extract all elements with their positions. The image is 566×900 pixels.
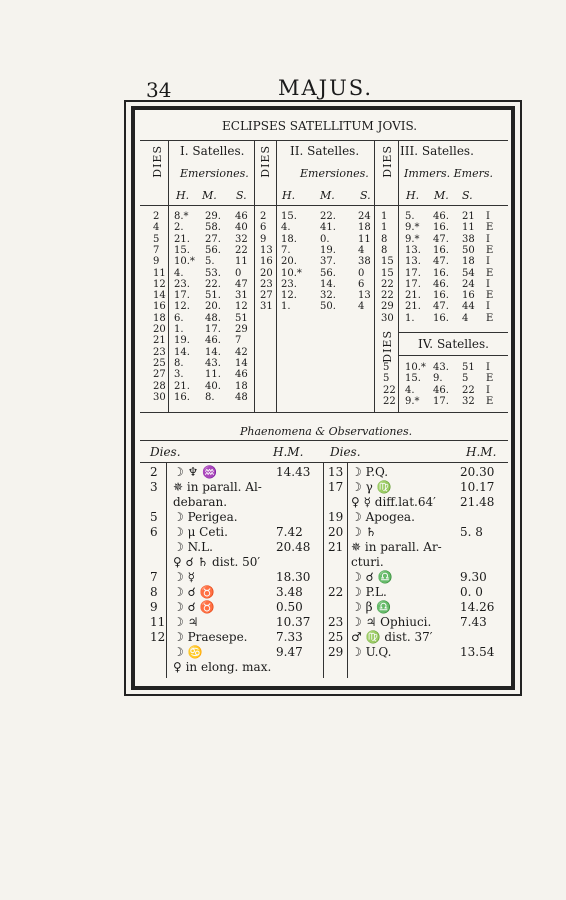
phaen-right-day: 13 bbox=[328, 465, 344, 479]
sat1-day: 18 bbox=[153, 312, 166, 324]
sat2-day: 9 bbox=[260, 233, 267, 245]
sat1-hour: 6. bbox=[174, 312, 184, 324]
sat3-event: E bbox=[486, 244, 494, 256]
sat2-day: 20 bbox=[260, 267, 273, 279]
sat1-min: 29. bbox=[205, 211, 221, 222]
page-title: MAJUS. bbox=[278, 76, 374, 100]
sat3-event: I bbox=[486, 211, 490, 222]
sat4-min: 9. bbox=[433, 373, 443, 385]
phaen-left-day: 12 bbox=[150, 630, 166, 644]
sat2-day: 16 bbox=[260, 256, 273, 268]
sat4-sec: 51 bbox=[462, 362, 475, 373]
sat2-min: 0. bbox=[320, 233, 330, 245]
sat1-min: 22. bbox=[205, 278, 221, 290]
sat1-day: 20 bbox=[153, 324, 166, 335]
sat3-min: 46. bbox=[433, 278, 449, 290]
sat1-min: 20. bbox=[205, 301, 221, 313]
sat1-day: 5 bbox=[153, 233, 160, 245]
sat1-sec: 12 bbox=[235, 301, 248, 313]
sat2-label: II. Satelles. bbox=[290, 144, 360, 158]
sat3-day: 29 bbox=[381, 301, 394, 313]
sat3-sec: 11 bbox=[462, 222, 475, 234]
sat1-min: 56. bbox=[205, 244, 221, 256]
sat2-sec: 11 bbox=[358, 233, 371, 245]
sat3-hour: 21. bbox=[405, 290, 421, 302]
dies-label-1: DIES bbox=[151, 145, 164, 178]
phaen-right-time: 13.54 bbox=[460, 645, 495, 659]
dies-label-3: DIES bbox=[381, 145, 394, 178]
sat2-m: M. bbox=[320, 189, 335, 202]
phaen-right-time: 10.17 bbox=[460, 480, 495, 494]
phaen-left-day: 2 bbox=[150, 465, 158, 479]
sat1-sec: 40 bbox=[235, 222, 248, 234]
sat1-sec: 48 bbox=[235, 391, 248, 403]
sat1-hour: 12. bbox=[174, 301, 190, 313]
sat2-min: 41. bbox=[320, 222, 336, 234]
sat1-day: 11 bbox=[153, 267, 166, 279]
phaen-right-day: 17 bbox=[328, 480, 344, 494]
sat3-event: E bbox=[486, 267, 494, 279]
sat3-day: 22 bbox=[381, 290, 394, 302]
sat3-hour: 17. bbox=[405, 267, 421, 279]
dies-label-2: DIES bbox=[259, 145, 272, 178]
sat4-hour: 4. bbox=[405, 384, 415, 396]
sat3-event: I bbox=[486, 278, 490, 290]
sat1-s: S. bbox=[236, 189, 247, 202]
sat3-min: 16. bbox=[433, 222, 449, 234]
sat1-hour: 10.* bbox=[174, 256, 195, 268]
phaen-right-text: ☽ ♃ Ophiuci. bbox=[351, 615, 432, 629]
phaenomena-hm-left: H.M. bbox=[273, 445, 304, 459]
sat1-hour: 8. bbox=[174, 357, 184, 369]
phaen-right-time: 0. 0 bbox=[460, 585, 483, 599]
phaen-left-text: ✵ in parall. Al- bbox=[173, 480, 262, 494]
sat2-hour: 7. bbox=[281, 244, 291, 256]
sat3-min: 16. bbox=[433, 312, 449, 324]
sat2-day: 6 bbox=[260, 222, 267, 234]
sat2-day: 2 bbox=[260, 211, 267, 222]
sat3-hour: 13. bbox=[405, 244, 421, 256]
sat4-hour: 9.* bbox=[405, 395, 420, 407]
sat1-min: 40. bbox=[205, 380, 221, 392]
sat4-event: E bbox=[486, 373, 494, 385]
sat1-sec: 51 bbox=[235, 312, 248, 324]
sat1-label: I. Satelles. bbox=[180, 144, 245, 158]
sat1-sec: 11 bbox=[235, 256, 248, 268]
sat1-hour: 17. bbox=[174, 290, 190, 302]
phaen-left-text: ☽ ☿ bbox=[173, 570, 195, 584]
sat1-day: 14 bbox=[153, 290, 166, 302]
sat2-hour: 10.* bbox=[281, 267, 302, 279]
sat2-min: 22. bbox=[320, 211, 336, 222]
sat3-hour: 9.* bbox=[405, 222, 420, 234]
sat1-min: 8. bbox=[205, 391, 215, 403]
phaen-left-text: ☽ Perigea. bbox=[173, 510, 238, 524]
phaen-right-day: 29 bbox=[328, 645, 344, 659]
phaen-right-text: ♂ ♍ dist. 37′ bbox=[351, 630, 433, 644]
sat3-hour: 21. bbox=[405, 301, 421, 313]
sat4-label: IV. Satelles. bbox=[418, 337, 489, 351]
sat3-hour: 9.* bbox=[405, 233, 420, 245]
sat1-sec: 47 bbox=[235, 278, 248, 290]
phaen-right-time: 21.48 bbox=[460, 495, 495, 509]
sat4-day: 22 bbox=[383, 395, 396, 407]
sat1-h: H. bbox=[176, 189, 190, 202]
sat1-sec: 46 bbox=[235, 369, 248, 381]
sat1-day: 25 bbox=[153, 357, 166, 369]
phaenomena-hm-right: H.M. bbox=[466, 445, 497, 459]
sat3-sec: 44 bbox=[462, 301, 475, 313]
sat1-sec: 29 bbox=[235, 324, 248, 335]
phaen-right-time: 7.43 bbox=[460, 615, 487, 629]
sat1-day: 2 bbox=[153, 211, 160, 222]
sat1-hour: 1. bbox=[174, 324, 184, 335]
phaen-left-day: 11 bbox=[150, 615, 166, 629]
sat2-sec: 13 bbox=[358, 290, 371, 302]
sat2-min: 32. bbox=[320, 290, 336, 302]
sat2-min: 19. bbox=[320, 244, 336, 256]
sat1-sec: 18 bbox=[235, 380, 248, 392]
sat1-sec: 46 bbox=[235, 211, 248, 222]
sat3-day: 8 bbox=[381, 244, 388, 256]
sat3-min: 16. bbox=[433, 244, 449, 256]
sat4-hour: 10.* bbox=[405, 362, 426, 373]
sat3-hour: 5. bbox=[405, 211, 415, 222]
sat3-day: 1 bbox=[381, 222, 388, 234]
sat3-sec: 18 bbox=[462, 256, 475, 268]
sat3-day: 1 bbox=[381, 211, 388, 222]
sat1-min: 53. bbox=[205, 267, 221, 279]
sat1-sec: 31 bbox=[235, 290, 248, 302]
sat2-min: 14. bbox=[320, 278, 336, 290]
sat3-sec: 21 bbox=[462, 211, 475, 222]
sat1-min: 48. bbox=[205, 312, 221, 324]
sat3-sec: 50 bbox=[462, 244, 475, 256]
phaen-left-text: ☽ ☌ ♉ bbox=[173, 600, 215, 614]
sat3-min: 47. bbox=[433, 301, 449, 313]
sat3-day: 15 bbox=[381, 267, 394, 279]
sat2-sec: 4 bbox=[358, 301, 365, 313]
sat4-sec: 22 bbox=[462, 384, 475, 396]
sat2-day: 27 bbox=[260, 290, 273, 302]
sat1-sec: 42 bbox=[235, 346, 248, 358]
sat1-hour: 2. bbox=[174, 222, 184, 234]
sat2-sec: 6 bbox=[358, 278, 365, 290]
dies-label-4: DIES bbox=[381, 330, 394, 363]
phaen-left-text: ☽ ♃ bbox=[173, 615, 199, 629]
sat2-day: 13 bbox=[260, 244, 273, 256]
sat2-sec: 18 bbox=[358, 222, 371, 234]
phaen-left-text: ☽ μ Ceti. bbox=[173, 525, 228, 539]
phaen-right-time: 5. 8 bbox=[460, 525, 483, 539]
sat1-day: 30 bbox=[153, 391, 166, 403]
sat3-hour: 17. bbox=[405, 278, 421, 290]
phaen-left-text: ♀ in elong. max. bbox=[173, 660, 272, 674]
sat4-sec: 5 bbox=[462, 373, 469, 385]
phaen-left-text: ☽ Praesepe. bbox=[173, 630, 248, 644]
sat3-day: 30 bbox=[381, 312, 394, 324]
sat2-min: 50. bbox=[320, 301, 336, 313]
phaen-left-day: 8 bbox=[150, 585, 158, 599]
sat3-event: E bbox=[486, 312, 494, 324]
sat2-hour: 18. bbox=[281, 233, 297, 245]
phaen-left-day: 3 bbox=[150, 480, 158, 494]
phaen-left-time: 3.48 bbox=[276, 585, 303, 599]
sat1-min: 14. bbox=[205, 346, 221, 358]
phaen-right-day: 22 bbox=[328, 585, 344, 599]
sat3-event: I bbox=[486, 256, 490, 268]
sat1-sec: 7 bbox=[235, 335, 242, 347]
phaen-right-day: 23 bbox=[328, 615, 344, 629]
sat1-sec: 32 bbox=[235, 233, 248, 245]
sat2-sec: 4 bbox=[358, 244, 365, 256]
sat3-sec: 24 bbox=[462, 278, 475, 290]
sat2-sec: 24 bbox=[358, 211, 371, 222]
sat4-event: I bbox=[486, 362, 490, 373]
sat1-day: 7 bbox=[153, 244, 160, 256]
sat3-h: H. bbox=[406, 189, 420, 202]
sat1-day: 16 bbox=[153, 301, 166, 313]
sat1-day: 4 bbox=[153, 222, 160, 234]
phaen-left-time: 18.30 bbox=[276, 570, 311, 584]
sat4-min: 17. bbox=[433, 395, 449, 407]
sat2-hour: 15. bbox=[281, 211, 297, 222]
sat3-sub: Immers. Emers. bbox=[404, 167, 493, 180]
sat3-day: 8 bbox=[381, 233, 388, 245]
sat1-min: 5. bbox=[205, 256, 215, 268]
sat2-hour: 12. bbox=[281, 290, 297, 302]
sat1-sec: 22 bbox=[235, 244, 248, 256]
phaen-left-day: 5 bbox=[150, 510, 158, 524]
sat1-hour: 14. bbox=[174, 346, 190, 358]
phaen-right-text: ☽ P.L. bbox=[351, 585, 387, 599]
phaen-left-day: 9 bbox=[150, 600, 158, 614]
sat2-day: 31 bbox=[260, 301, 273, 313]
phaen-right-time: 9.30 bbox=[460, 570, 487, 584]
sat3-event: I bbox=[486, 301, 490, 313]
sat4-day: 5 bbox=[383, 373, 390, 385]
sat4-day: 5 bbox=[383, 362, 390, 373]
phaen-right-text: cturi. bbox=[351, 555, 384, 569]
sat2-hour: 23. bbox=[281, 278, 297, 290]
sat1-hour: 23. bbox=[174, 278, 190, 290]
sat1-sub: Emersiones. bbox=[180, 167, 249, 180]
phaen-right-text: ☽ Apogea. bbox=[351, 510, 415, 524]
sat3-sec: 54 bbox=[462, 267, 475, 279]
sat1-hour: 21. bbox=[174, 380, 190, 392]
sat3-sec: 16 bbox=[462, 290, 475, 302]
sat1-min: 58. bbox=[205, 222, 221, 234]
phaen-left-text: ☽ ♆ ♒ bbox=[173, 465, 218, 479]
sat1-hour: 16. bbox=[174, 391, 190, 403]
sat1-day: 23 bbox=[153, 346, 166, 358]
sat2-s: S. bbox=[360, 189, 371, 202]
phaen-right-time: 14.26 bbox=[460, 600, 495, 614]
phaen-right-text: ✵ in parall. Ar- bbox=[351, 540, 442, 554]
sat3-min: 16. bbox=[433, 290, 449, 302]
sat2-sec: 38 bbox=[358, 256, 371, 268]
sat4-sec: 32 bbox=[462, 395, 475, 407]
sat4-min: 43. bbox=[433, 362, 449, 373]
page-number: 34 bbox=[146, 78, 172, 102]
sat1-min: 51. bbox=[205, 290, 221, 302]
sat3-m: M. bbox=[434, 189, 449, 202]
sat1-min: 43. bbox=[205, 357, 221, 369]
sat2-h: H. bbox=[282, 189, 296, 202]
phaen-right-day: 21 bbox=[328, 540, 344, 554]
phaen-left-time: 9.47 bbox=[276, 645, 303, 659]
phaenomena-dies-left: Dies. bbox=[150, 445, 181, 459]
phaen-left-day: 6 bbox=[150, 525, 158, 539]
sat3-event: I bbox=[486, 233, 490, 245]
phaen-left-time: 10.37 bbox=[276, 615, 311, 629]
sat1-hour: 4. bbox=[174, 267, 184, 279]
sat3-day: 15 bbox=[381, 256, 394, 268]
sat3-sec: 38 bbox=[462, 233, 475, 245]
sat2-hour: 1. bbox=[281, 301, 291, 313]
sat3-event: E bbox=[486, 222, 494, 234]
sat3-s: S. bbox=[462, 189, 473, 202]
sat1-day: 21 bbox=[153, 335, 166, 347]
sat4-min: 46. bbox=[433, 384, 449, 396]
phaen-left-time: 20.48 bbox=[276, 540, 311, 554]
sat3-hour: 1. bbox=[405, 312, 415, 324]
sat1-min: 17. bbox=[205, 324, 221, 335]
phaen-left-time: 7.33 bbox=[276, 630, 303, 644]
sat1-sec: 14 bbox=[235, 357, 248, 369]
phaen-left-text: debaran. bbox=[173, 495, 228, 509]
sat1-hour: 8.* bbox=[174, 211, 189, 222]
phaen-left-text: ☽ ☌ ♉ bbox=[173, 585, 215, 599]
sat3-day: 22 bbox=[381, 278, 394, 290]
sat2-day: 23 bbox=[260, 278, 273, 290]
sat1-hour: 15. bbox=[174, 244, 190, 256]
sat1-day: 27 bbox=[153, 369, 166, 381]
sat4-hour: 15. bbox=[405, 373, 421, 385]
sat3-sec: 4 bbox=[462, 312, 469, 324]
sat1-day: 28 bbox=[153, 380, 166, 392]
phaen-left-text: ☽ ♋ bbox=[173, 645, 203, 659]
phaen-right-time: 20.30 bbox=[460, 465, 495, 479]
sat3-min: 46. bbox=[433, 211, 449, 222]
phaen-left-text: ♀ ☌ ♄ dist. 50′ bbox=[173, 555, 261, 569]
sat3-min: 47. bbox=[433, 256, 449, 268]
phaen-left-text: ☽ N.L. bbox=[173, 540, 213, 554]
sat3-min: 47. bbox=[433, 233, 449, 245]
phaen-right-day: 19 bbox=[328, 510, 344, 524]
phaen-right-text: ☽ ♄ bbox=[351, 525, 377, 539]
phaenomena-dies-right: Dies. bbox=[330, 445, 361, 459]
phaen-right-text: ☽ ☌ ♎ bbox=[351, 570, 393, 584]
phaen-left-day: 7 bbox=[150, 570, 158, 584]
phaen-right-text: ☽ β ♎ bbox=[351, 600, 392, 614]
phaen-right-text: ☽ U.Q. bbox=[351, 645, 392, 659]
sat3-min: 16. bbox=[433, 267, 449, 279]
phaen-right-day: 20 bbox=[328, 525, 344, 539]
sat1-min: 46. bbox=[205, 335, 221, 347]
phaen-right-text: ♀ ☿ diff.lat.64′ bbox=[351, 495, 436, 509]
sat1-sec: 0 bbox=[235, 267, 242, 279]
phaen-right-text: ☽ γ ♍ bbox=[351, 480, 392, 494]
sat1-day: 12 bbox=[153, 278, 166, 290]
sat1-min: 11. bbox=[205, 369, 221, 381]
sat2-hour: 20. bbox=[281, 256, 297, 268]
sat1-day: 9 bbox=[153, 256, 160, 268]
sat1-hour: 19. bbox=[174, 335, 190, 347]
sat3-hour: 13. bbox=[405, 256, 421, 268]
sat2-sec: 0 bbox=[358, 267, 365, 279]
sat2-sub: Emersiones. bbox=[300, 167, 369, 180]
sat4-day: 22 bbox=[383, 384, 396, 396]
sat2-min: 37. bbox=[320, 256, 336, 268]
sat3-label: III. Satelles. bbox=[400, 144, 474, 158]
eclipses-title: ECLIPSES SATELLITUM JOVIS. bbox=[222, 119, 418, 133]
sat4-event: E bbox=[486, 395, 494, 407]
sat1-hour: 3. bbox=[174, 369, 184, 381]
phaen-left-time: 7.42 bbox=[276, 525, 303, 539]
sat4-event: I bbox=[486, 384, 490, 396]
phaenomena-title: Phaenomena & Observationes. bbox=[240, 425, 413, 438]
sat2-min: 56. bbox=[320, 267, 336, 279]
phaen-left-time: 14.43 bbox=[276, 465, 311, 479]
phaen-right-text: ☽ P.Q. bbox=[351, 465, 389, 479]
sat1-m: M. bbox=[202, 189, 217, 202]
sat1-hour: 21. bbox=[174, 233, 190, 245]
phaen-left-time: 0.50 bbox=[276, 600, 303, 614]
phaen-right-day: 25 bbox=[328, 630, 344, 644]
sat2-hour: 4. bbox=[281, 222, 291, 234]
sat1-min: 27. bbox=[205, 233, 221, 245]
sat3-event: E bbox=[486, 290, 494, 302]
